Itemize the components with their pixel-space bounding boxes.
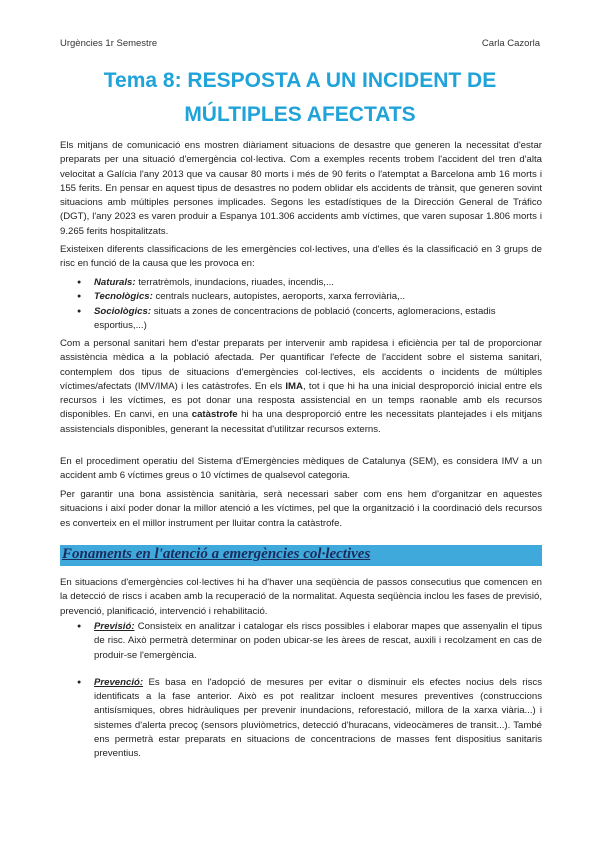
imv-paragraph (60, 337, 542, 437)
section-title: Fonaments en l'atenció a emergències col·lectives (62, 546, 371, 562)
page-title-line-1: Tema 8: RESPOSTA A UN INCIDENT DE (103, 69, 497, 92)
header-author: Carla Cazorla (481, 38, 540, 49)
phase-term: Previsió: (94, 621, 135, 632)
imv-text-a: Com a personal sanitari hem d'estar preparats per intervenir amb rapidesa i eficiència per tal de proporcionar assistència mèdica a la població afectada. Per quantificar l'efecte de l'accident sobre el sistema sanitari, contemplem dos tipus de situacions d'emergències col·lectives, els accidents o incidents de múltiples víctimes/afectats (IMV/IMA) i les catàstrofes. En els (60, 338, 542, 392)
phase-list (60, 620, 542, 762)
header-course: Urgències 1r Semestre (60, 38, 158, 49)
risk-group-list (60, 276, 542, 333)
phase-desc: Es basa en l'adopció de mesures per evitar o disminuir els efectes nocius dels riscs identificats a la fase anterior. Això es pot realitzar incloent mesures preventives (construccions antisísmiques, obres hidràuliques per prevenir inundacions, reforestació, millora de la xarxa viària...) i sistemes d'alerta precoç (sensors pluviòmetrics, detecció d'huracans, videocàmeres de transit...). També ens permetrà estar preparats en situacions de concentracions de masses fent dispositius sanitaris preventius. (94, 676, 542, 760)
list-item (60, 276, 542, 290)
risk-term: Naturals: (94, 277, 136, 288)
risk-term: Tecnològics: (94, 291, 153, 303)
section-heading (60, 545, 542, 566)
list-item (60, 305, 542, 334)
risk-desc: situats a zones de concentracions de població (concerts, aglomeracions, estadis esportius,...) (94, 305, 496, 331)
keyword-ima: IMA (285, 380, 303, 392)
risk-desc: centrals nuclears, autopistes, aeroports, xarxa ferroviària,.. (152, 291, 406, 303)
risk-term: Sociològics: (94, 305, 152, 317)
keyword-catastrofe: catàstrofe (191, 409, 238, 421)
page-title-line-2: MÚLTIPLES AFECTATS (184, 103, 416, 126)
imv-text-b: , tot i que hi ha una inicial desproporció inicial entre els recursos i les víctimes, es pot donar una resposta assistencial en un temps raonable amb els recursos disponibles. En canvi, en una (60, 380, 542, 421)
list-item (60, 620, 542, 663)
intro-paragraph: Els mitjans de comunicació ens mostren diàriament situacions de desastre que generen la necessitat d'estar preparats per una situació d'emergència col·lectiva. Com a exemples recents trobem l'accident del tren d'alta velocitat a Galícia l'any 2013 que va causar 80 morts i més de 90 ferits o l'atemptat a Barcelona amb 16 morts i 155 ferits. En pensar en aquest tipus de desastres no podem oblidar els accidents de trànsit, que generen sovint situacions amb múltiples persones implicades. Segons les estadístiques de la Dirección General de Tráfico (DGT), l'any 2023 es varen produir a Espanya 101.306 accidents amb víctimes, que varen suposar 1.806 morts i 9.265 ferits hospitalitzats. (60, 140, 542, 237)
list-item (60, 676, 542, 762)
classification-intro: Existeixen diferents classificacions de les emergències col·lectives, una d'elles és la classificació en 3 grups de risc en funció de la causa que les provoca en: (60, 244, 542, 270)
phase-desc: Consisteix en analitzar i catalogar els riscs possibles i elaborar mapes que assenyalin el tipus de risc. Això permetrà determinar on poden ubicar-se les àrees de rescat, auxili i recolzament en cas de produir-se l'emergència. (94, 621, 542, 661)
imv-text-c: hi ha una desproporció entre les necessitats plantejades i els mitjans assistencials disponibles, generant la necessitat d'utilitzar recursos externs. (60, 409, 542, 435)
sem-paragraph: En el procediment operatiu del Sistema d'Emergències mèdiques de Catalunya (SEM), es considera IMV a un accident amb 6 víctimes greus o 10 víctimes de qualsevol categoria. (60, 456, 542, 482)
phase-term: Prevenció: (94, 676, 144, 688)
section-intro: En situacions d'emergències col·lectives hi ha d'haver una seqüència de passos consecutius que comencen en la detecció de riscs i acaben amb la recuperació de la normalitat. Aquesta seqüència inclou les fases de previsió, prevenció, planificació, intervenció i rehabilitació. (60, 577, 542, 617)
organisation-paragraph: Per garantir una bona assistència sanitària, serà necessari saber com ens hem d'organitzar en aquestes situacions i així poder donar la millor atenció a les víctimes, pel que la organització i la coordinació dels recursos es converteix en el millor instrument per lluitar contra la catàstrofe. (60, 489, 542, 529)
list-item (60, 290, 542, 304)
risk-desc: terratrèmols, inundacions, riuades, incendis,... (135, 277, 334, 288)
